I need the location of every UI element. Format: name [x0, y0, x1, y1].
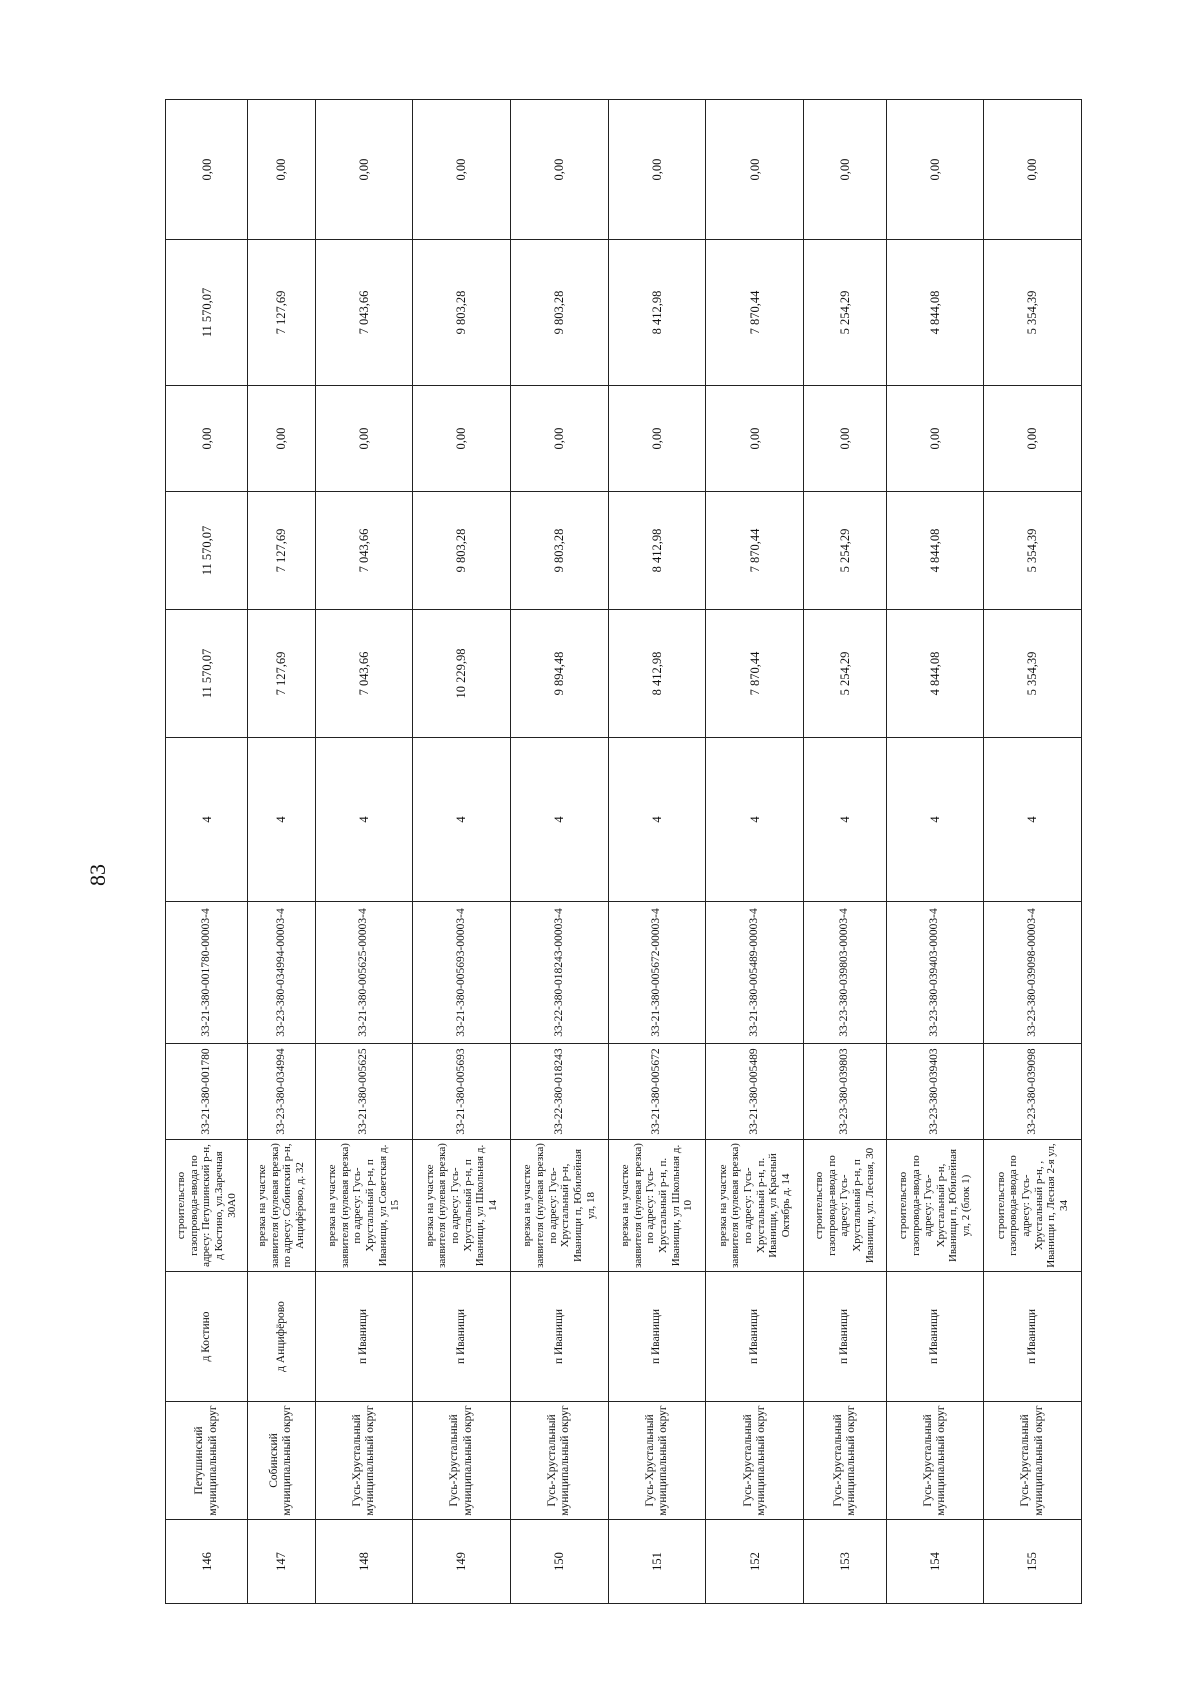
- table-row: [706, 100, 804, 1604]
- district-cell: Гусь-Хрустальный муниципальный округ: [804, 1402, 886, 1520]
- category-cell: 4: [608, 738, 706, 902]
- locality-cell: п Иванищи: [706, 1272, 804, 1402]
- value2-cell: 7 127,69: [248, 492, 315, 610]
- description-cell: строительство газопровода-ввода по адресу: Петушинский р-н, д Костино, ул.Заречная 30А0: [166, 1140, 248, 1272]
- value5-cell: 0,00: [315, 100, 413, 240]
- locality-cell: д Костино: [166, 1272, 248, 1402]
- description-cell: строительство газопровода-ввода по адресу: Гусь-Хрустальный р-н, , Иванищи п, Лесная 2-я ул, 34: [984, 1140, 1082, 1272]
- value3-cell: 0,00: [166, 386, 248, 492]
- value2-cell: 4 844,08: [886, 492, 984, 610]
- code-cell: 33-23-380-039803: [804, 1044, 886, 1140]
- district-cell: Гусь-Хрустальный муниципальный округ: [608, 1402, 706, 1520]
- project-code-cell: 33-23-380-039403-00003-4: [886, 902, 984, 1044]
- value4-cell: 9 803,28: [510, 240, 608, 386]
- code-cell: 33-21-380-005693: [413, 1044, 511, 1140]
- description-cell: врезка на участке заявителя (нулевая врезка) по адресу: Гусь-Хрустальный р-н, п. Иванищи, ул Красный Октябрь д. 14: [706, 1140, 804, 1272]
- code-cell: 33-23-380-039403: [886, 1044, 984, 1140]
- category-cell: 4: [315, 738, 413, 902]
- table-row: [886, 100, 984, 1604]
- value1-cell: 7 043,66: [315, 610, 413, 738]
- value1-cell: 11 570,07: [166, 610, 248, 738]
- description-cell: строительство газопровода-ввода по адресу: Гусь-Хрустальный р-н, п Иванищи, ул. Лесная, 30: [804, 1140, 886, 1272]
- category-cell: 4: [166, 738, 248, 902]
- value5-cell: 0,00: [413, 100, 511, 240]
- locality-cell: п Иванищи: [608, 1272, 706, 1402]
- category-cell: 4: [248, 738, 315, 902]
- row-number-cell: 146: [166, 1520, 248, 1604]
- row-number-cell: 151: [608, 1520, 706, 1604]
- value1-cell: 8 412,98: [608, 610, 706, 738]
- district-cell: Гусь-Хрустальный муниципальный округ: [510, 1402, 608, 1520]
- value1-cell: 7 870,44: [706, 610, 804, 738]
- value5-cell: 0,00: [510, 100, 608, 240]
- row-number-cell: 150: [510, 1520, 608, 1604]
- value3-cell: 0,00: [608, 386, 706, 492]
- data-table: [165, 99, 1082, 1604]
- value4-cell: 9 803,28: [413, 240, 511, 386]
- locality-cell: п Иванищи: [413, 1272, 511, 1402]
- category-cell: 4: [510, 738, 608, 902]
- district-cell: Петушинский муниципальный округ: [166, 1402, 248, 1520]
- category-cell: 4: [886, 738, 984, 902]
- table-row: [413, 100, 511, 1604]
- value5-cell: 0,00: [608, 100, 706, 240]
- locality-cell: д Анцифёрово: [248, 1272, 315, 1402]
- row-number-cell: 148: [315, 1520, 413, 1604]
- value2-cell: 11 570,07: [166, 492, 248, 610]
- category-cell: 4: [984, 738, 1082, 902]
- value3-cell: 0,00: [706, 386, 804, 492]
- project-code-cell: 33-23-380-034994-00003-4: [248, 902, 315, 1044]
- row-number-cell: 154: [886, 1520, 984, 1604]
- value1-cell: 9 894,48: [510, 610, 608, 738]
- value5-cell: 0,00: [886, 100, 984, 240]
- district-cell: Гусь-Хрустальный муниципальный округ: [984, 1402, 1082, 1520]
- value5-cell: 0,00: [248, 100, 315, 240]
- rotated-table-container: [165, 99, 1082, 1604]
- locality-cell: п Иванищи: [510, 1272, 608, 1402]
- value2-cell: 7 870,44: [706, 492, 804, 610]
- code-cell: 33-23-380-039098: [984, 1044, 1082, 1140]
- category-cell: 4: [804, 738, 886, 902]
- locality-cell: п Иванищи: [315, 1272, 413, 1402]
- project-code-cell: 33-21-380-001780-00003-4: [166, 902, 248, 1044]
- value4-cell: 4 844,08: [886, 240, 984, 386]
- value2-cell: 9 803,28: [413, 492, 511, 610]
- description-cell: врезка на участке заявителя (нулевая врезка) по адресу: Собинский р-н, Анцифёрово, д. 32: [248, 1140, 315, 1272]
- value5-cell: 0,00: [804, 100, 886, 240]
- locality-cell: п Иванищи: [984, 1272, 1082, 1402]
- code-cell: 33-21-380-005672: [608, 1044, 706, 1140]
- value2-cell: 5 354,39: [984, 492, 1082, 610]
- value3-cell: 0,00: [413, 386, 511, 492]
- value1-cell: 4 844,08: [886, 610, 984, 738]
- project-code-cell: 33-23-380-039098-00003-4: [984, 902, 1082, 1044]
- row-number-cell: 149: [413, 1520, 511, 1604]
- district-cell: Гусь-Хрустальный муниципальный округ: [886, 1402, 984, 1520]
- value3-cell: 0,00: [984, 386, 1082, 492]
- project-code-cell: 33-21-380-005489-00003-4: [706, 902, 804, 1044]
- project-code-cell: 33-21-380-005672-00003-4: [608, 902, 706, 1044]
- project-code-cell: 33-23-380-039803-00003-4: [804, 902, 886, 1044]
- description-cell: врезка на участке заявителя (нулевая врезка) по адресу: Гусь-Хрустальный р-н, п Иванищи, ул Советская д. 15: [315, 1140, 413, 1272]
- value4-cell: 11 570,07: [166, 240, 248, 386]
- code-cell: 33-22-380-018243: [510, 1044, 608, 1140]
- value1-cell: 7 127,69: [248, 610, 315, 738]
- project-code-cell: 33-21-380-005625-00003-4: [315, 902, 413, 1044]
- description-cell: строительство газопровода-ввода по адресу: Гусь-Хрустальный р-н, Иванищи п, Юбилейная ул, 2 (блок 1): [886, 1140, 984, 1272]
- value3-cell: 0,00: [804, 386, 886, 492]
- code-cell: 33-21-380-001780: [166, 1044, 248, 1140]
- project-code-cell: 33-22-380-018243-00003-4: [510, 902, 608, 1044]
- description-cell: врезка на участке заявителя (нулевая врезка) по адресу: Гусь-Хрустальный р-н, п Иванищи, ул Школьная д. 14: [413, 1140, 511, 1272]
- locality-cell: п Иванищи: [804, 1272, 886, 1402]
- value4-cell: 5 354,39: [984, 240, 1082, 386]
- value5-cell: 0,00: [984, 100, 1082, 240]
- district-cell: Гусь-Хрустальный муниципальный округ: [706, 1402, 804, 1520]
- value4-cell: 8 412,98: [608, 240, 706, 386]
- value4-cell: 7 043,66: [315, 240, 413, 386]
- row-number-cell: 153: [804, 1520, 886, 1604]
- description-cell: врезка на участке заявителя (нулевая врезка) по адресу: Гусь-Хрустальный р-н, Иванищи п, Юбилейная ул, 18: [510, 1140, 608, 1272]
- page-number: 83: [85, 864, 110, 886]
- code-cell: 33-23-380-034994: [248, 1044, 315, 1140]
- row-number-cell: 152: [706, 1520, 804, 1604]
- value1-cell: 5 254,29: [804, 610, 886, 738]
- table-row: [984, 100, 1082, 1604]
- table-row: [315, 100, 413, 1604]
- table-row: [166, 100, 248, 1604]
- value1-cell: 5 354,39: [984, 610, 1082, 738]
- value4-cell: 5 254,29: [804, 240, 886, 386]
- district-cell: Собинский муниципальный округ: [248, 1402, 315, 1520]
- table-row: [608, 100, 706, 1604]
- description-cell: врезка на участке заявителя (нулевая врезка) по адресу: Гусь-Хрустальный р-н, п. Иванищи, ул Школьная д. 10: [608, 1140, 706, 1272]
- value1-cell: 10 229,98: [413, 610, 511, 738]
- table-row: [510, 100, 608, 1604]
- table-row: [248, 100, 315, 1604]
- category-cell: 4: [706, 738, 804, 902]
- value2-cell: 8 412,98: [608, 492, 706, 610]
- value4-cell: 7 127,69: [248, 240, 315, 386]
- category-cell: 4: [413, 738, 511, 902]
- code-cell: 33-21-380-005489: [706, 1044, 804, 1140]
- district-cell: Гусь-Хрустальный муниципальный округ: [413, 1402, 511, 1520]
- value2-cell: 9 803,28: [510, 492, 608, 610]
- value3-cell: 0,00: [886, 386, 984, 492]
- value3-cell: 0,00: [510, 386, 608, 492]
- district-cell: Гусь-Хрустальный муниципальный округ: [315, 1402, 413, 1520]
- row-number-cell: 147: [248, 1520, 315, 1604]
- project-code-cell: 33-21-380-005693-00003-4: [413, 902, 511, 1044]
- row-number-cell: 155: [984, 1520, 1082, 1604]
- value2-cell: 7 043,66: [315, 492, 413, 610]
- table-row: [804, 100, 886, 1604]
- value5-cell: 0,00: [706, 100, 804, 240]
- locality-cell: п Иванищи: [886, 1272, 984, 1402]
- value5-cell: 0,00: [166, 100, 248, 240]
- value3-cell: 0,00: [315, 386, 413, 492]
- code-cell: 33-21-380-005625: [315, 1044, 413, 1140]
- value2-cell: 5 254,29: [804, 492, 886, 610]
- value4-cell: 7 870,44: [706, 240, 804, 386]
- value3-cell: 0,00: [248, 386, 315, 492]
